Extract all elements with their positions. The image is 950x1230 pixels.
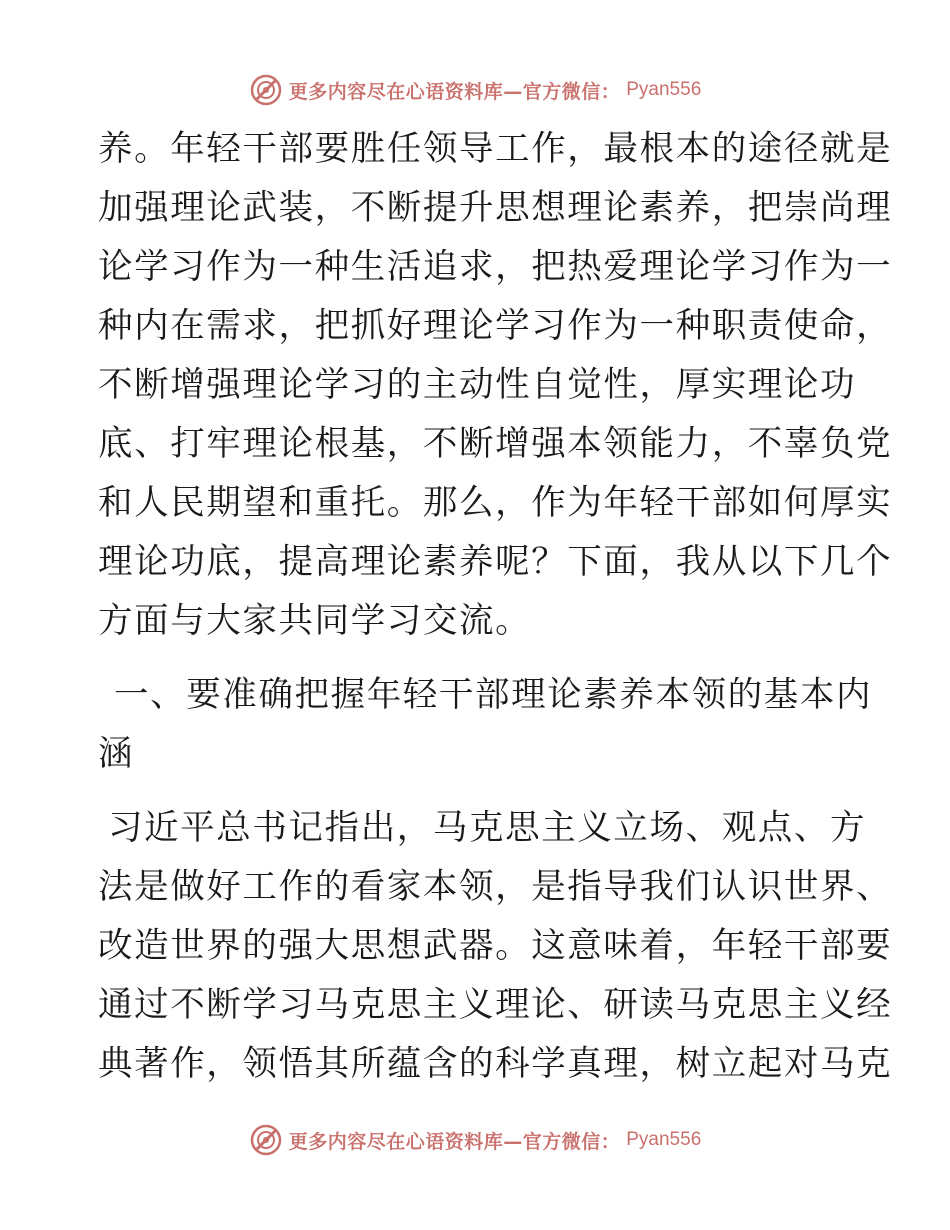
text-line: 理论功底，提高理论素养呢？下面，我从以下几个	[98, 542, 893, 582]
text-line: 加强理论武装，不断提升思想理论素养，把崇尚理	[98, 188, 893, 228]
text-line: 论学习作为一种生活追求，把热爱理论学习作为一	[98, 247, 893, 287]
watermark-handle: Pyan556	[626, 79, 702, 100]
text-line: 习近平总书记指出，马克思主义立场、观点、方	[108, 808, 867, 848]
text-line: 方面与大家共同学习交流。	[98, 601, 532, 641]
text-line: 种内在需求，把抓好理论学习作为一种职责使命，	[98, 306, 893, 346]
text-line: 和人民期望和重托。那么，作为年轻干部如何厚实	[98, 483, 893, 523]
watermark-text: 更多内容尽在心语资料库—官方微信：	[288, 1130, 621, 1153]
text-line: 底、打牢理论根基，不断增强本领能力，不辜负党	[98, 424, 893, 464]
logo-icon	[249, 73, 283, 107]
logo-icon	[249, 1123, 283, 1157]
document-body	[98, 120, 893, 1094]
text-line: 不断增强理论学习的主动性自觉性，厚实理论功	[98, 365, 857, 405]
watermark-text: 更多内容尽在心语资料库—官方微信：	[288, 80, 621, 103]
paragraph-intro	[98, 120, 893, 651]
section-heading	[98, 666, 873, 784]
watermark-handle: Pyan556	[626, 1129, 702, 1150]
footer-watermark	[0, 1120, 950, 1160]
heading-line: 涵	[98, 734, 135, 774]
paragraph-body	[98, 799, 893, 1094]
text-line: 改造世界的强大思想武器。这意味着，年轻干部要	[98, 926, 893, 966]
text-line: 通过不断学习马克思主义理论、研读马克思主义经	[98, 985, 893, 1025]
heading-line: 一、要准确把握年轻干部理论素养本领的基本内	[114, 675, 873, 715]
text-line: 典著作，领悟其所蕴含的科学真理，树立起对马克	[98, 1044, 893, 1084]
text-line: 养。年轻干部要胜任领导工作，最根本的途径就是	[98, 129, 893, 169]
text-line: 法是做好工作的看家本领，是指导我们认识世界、	[98, 867, 893, 907]
header-watermark	[0, 70, 950, 110]
